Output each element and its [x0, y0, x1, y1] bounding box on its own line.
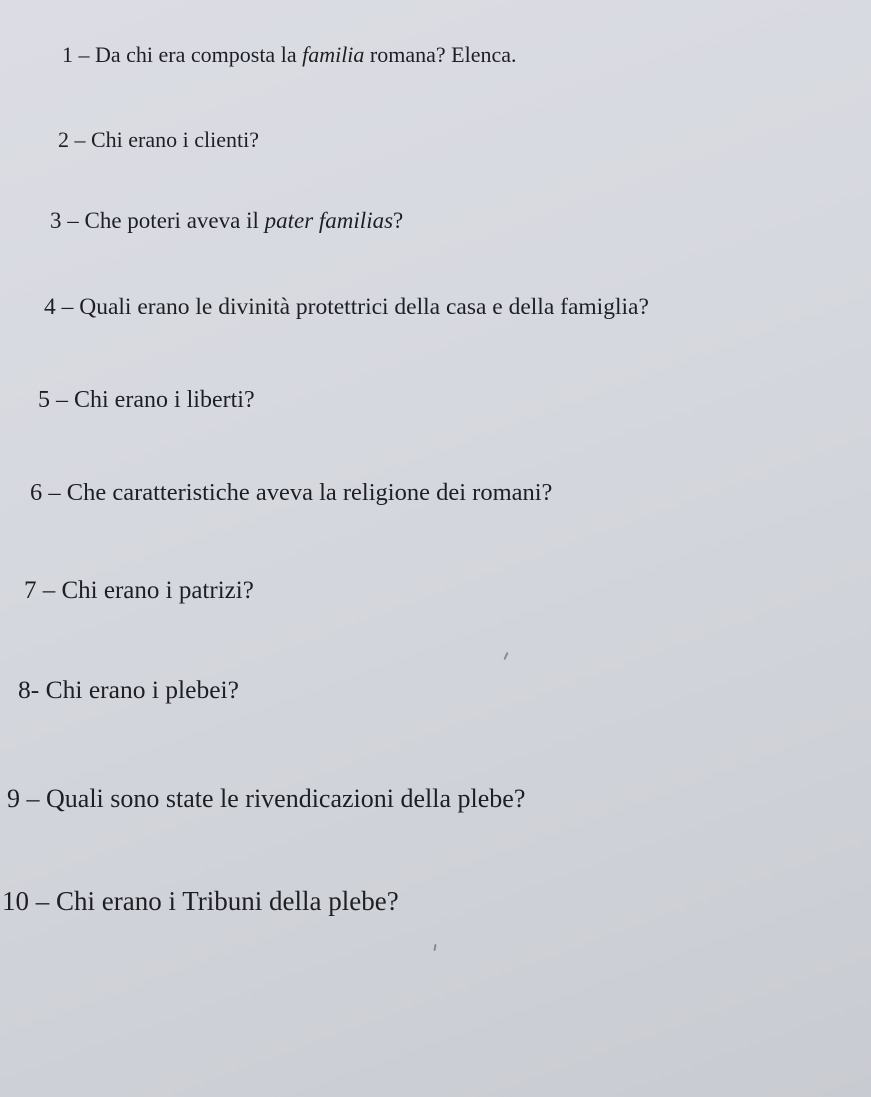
question-2 — [58, 129, 259, 151]
question-number: 6 — [30, 479, 43, 506]
question-separator: – — [61, 294, 74, 320]
question-separator: – — [67, 208, 79, 233]
question-text: Da chi era composta la familia romana? Elenca. — [95, 42, 517, 67]
question-number: 9 — [7, 784, 20, 813]
question-number: 1 — [62, 42, 73, 67]
question-separator: – — [56, 387, 68, 413]
question-text: Quali sono state le rivendicazioni della plebe? — [46, 784, 526, 813]
question-number: 10 — [2, 886, 29, 916]
question-number: 4 — [44, 294, 56, 320]
question-text: Che poteri aveva il pater familias? — [84, 208, 404, 233]
question-3 — [50, 209, 403, 232]
question-text: Chi erano i plebei? — [45, 675, 239, 704]
question-1 — [62, 44, 517, 66]
question-10 — [2, 888, 399, 915]
question-6 — [30, 481, 552, 506]
question-separator: - — [30, 675, 40, 704]
question-text: Che caratteristiche aveva la religione dei romani? — [66, 479, 553, 506]
question-separator: – — [26, 784, 40, 813]
question-text: Chi erano i liberti? — [74, 387, 255, 413]
question-number: 2 — [58, 127, 69, 152]
question-number: 3 — [50, 208, 62, 233]
question-8 — [18, 677, 239, 703]
question-separator: – — [74, 127, 86, 152]
question-text: Quali erano le divinità protettrici della casa e della famiglia? — [79, 294, 649, 320]
question-4 — [44, 296, 649, 320]
question-9 — [7, 786, 525, 812]
question-separator: – — [48, 479, 61, 506]
pen-mark — [433, 944, 436, 951]
question-number: 7 — [24, 577, 37, 604]
question-separator: – — [35, 886, 50, 916]
question-text: Chi erano i clienti? — [91, 127, 259, 152]
question-5 — [38, 388, 255, 412]
italic-term: familia — [302, 42, 365, 67]
question-number: 5 — [38, 387, 50, 413]
question-separator: – — [42, 577, 56, 604]
question-number: 8 — [18, 675, 31, 704]
question-text: Chi erano i Tribuni della plebe? — [56, 886, 399, 916]
question-7 — [24, 578, 254, 603]
question-separator: – — [78, 42, 90, 67]
question-text: Chi erano i patrizi? — [61, 577, 254, 604]
pen-mark — [503, 652, 508, 660]
italic-term: pater familias — [264, 208, 394, 233]
